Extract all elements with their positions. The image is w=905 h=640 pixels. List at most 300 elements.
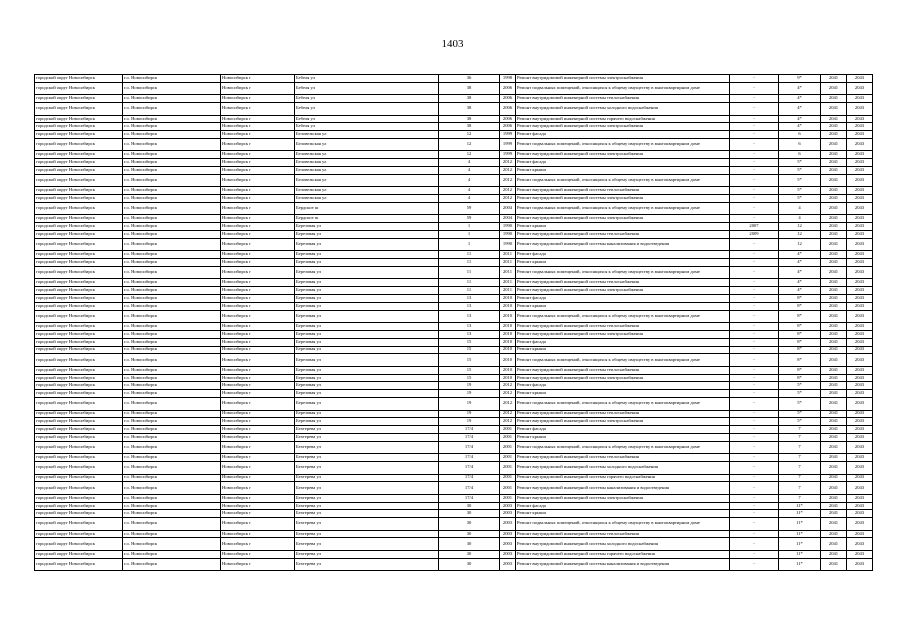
table-cell: Беловежская ул [295, 187, 439, 195]
table-cell: г.о. Новосибирск [123, 410, 221, 418]
table-row [35, 123, 873, 131]
table-cell: 2043 [847, 103, 873, 116]
table-cell: 7 [779, 474, 821, 482]
table-cell: - [730, 454, 779, 462]
table-cell: Бехтерева ул [295, 433, 439, 441]
table-cell: 2003 [500, 530, 516, 538]
table-cell: г.о. Новосибирск [123, 538, 221, 551]
table-cell: 4* [779, 123, 821, 131]
table-cell: 2001 [500, 494, 516, 502]
table-cell: 8* [779, 323, 821, 331]
table-cell: Ремонт внутридомовой инженерной системы электроснабжения [516, 195, 730, 203]
table-cell: городской округ Новосибирск [35, 558, 123, 571]
table-cell: 38 [439, 123, 500, 131]
table-cell: г.о. Новосибирск [123, 115, 221, 123]
table-cell: Ремонт внутридомовой инженерной системы канализования и водоотведения [516, 558, 730, 571]
table-cell: 11 [439, 279, 500, 287]
table-cell: 2043 [847, 502, 873, 510]
table-cell: 2041 [821, 310, 847, 323]
table-cell: 4* [779, 82, 821, 95]
table-cell: 11* [779, 518, 821, 531]
table-cell: 2003 [500, 510, 516, 518]
table-cell: Бехтерева ул [295, 530, 439, 538]
table-cell: 15 [439, 354, 500, 367]
table-cell: 7 [779, 482, 821, 495]
table-row [35, 330, 873, 338]
table-cell: - [730, 174, 779, 187]
table-cell: городской округ Новосибирск [35, 238, 123, 251]
table-cell: городской округ Новосибирск [35, 115, 123, 123]
table-cell: Новосибирск г [221, 494, 295, 502]
table-cell: Ремонт внутридомовой инженерной системы электроснабжения [516, 215, 730, 223]
table-row [35, 382, 873, 390]
table-cell: 2041 [821, 159, 847, 167]
table-row [35, 266, 873, 279]
table-row [35, 426, 873, 434]
table-cell: 12 [439, 138, 500, 151]
table-cell: 59 [439, 202, 500, 215]
table-cell: 2010 [500, 374, 516, 382]
table-cell: городской округ Новосибирск [35, 123, 123, 131]
table-cell: городской округ Новосибирск [35, 441, 123, 454]
table-cell: Бехтерева ул [295, 441, 439, 454]
table-cell: 2043 [847, 75, 873, 83]
table-cell: Новосибирск г [221, 259, 295, 267]
table-cell: г.о. Новосибирск [123, 103, 221, 116]
table-row [35, 462, 873, 475]
table-cell: г.о. Новосибирск [123, 251, 221, 259]
table-cell: - [730, 346, 779, 354]
table-cell: Ремонт внутридомовой инженерной системы теплоснабжения [516, 95, 730, 103]
table-cell: городской округ Новосибирск [35, 174, 123, 187]
table-cell: городской округ Новосибирск [35, 323, 123, 331]
table-cell: 15 [439, 346, 500, 354]
table-cell: - [730, 103, 779, 116]
table-cell: 19 [439, 410, 500, 418]
table-cell: 2041 [821, 354, 847, 367]
table-cell: Новосибирск г [221, 266, 295, 279]
table-cell: Новосибирск г [221, 323, 295, 331]
table-cell: г.о. Новосибирск [123, 266, 221, 279]
table-cell: Новосибирск г [221, 115, 295, 123]
table-cell: 2041 [821, 502, 847, 510]
table-cell: городской округ Новосибирск [35, 95, 123, 103]
table-cell: - [730, 287, 779, 295]
table-cell: 2041 [821, 454, 847, 462]
table-cell: Ремонт фасада [516, 426, 730, 434]
table-cell: 7 [779, 454, 821, 462]
table-cell: Новосибирск г [221, 346, 295, 354]
table-cell: 12 [779, 231, 821, 239]
table-cell: 2011 [500, 266, 516, 279]
table-cell: 2041 [821, 474, 847, 482]
table-cell: Ремонт крыши [516, 346, 730, 354]
table-cell: Ремонт подвальных помещений, относящихся к общему имуществу в многоквартирном доме [516, 174, 730, 187]
table-cell: 4* [779, 259, 821, 267]
table-cell: Новосибирск г [221, 410, 295, 418]
table-cell: 2041 [821, 95, 847, 103]
table-cell: г.о. Новосибирск [123, 474, 221, 482]
table-cell: 2043 [847, 223, 873, 231]
table-cell: 1 [439, 238, 500, 251]
table-cell: 2041 [821, 115, 847, 123]
table-cell: 2041 [821, 82, 847, 95]
table-cell: Ремонт фасада [516, 131, 730, 139]
table-cell: г.о. Новосибирск [123, 231, 221, 239]
table-cell: 2011 [500, 251, 516, 259]
table-cell: городской округ Новосибирск [35, 159, 123, 167]
table-cell: 2043 [847, 287, 873, 295]
table-cell: г.о. Новосибирск [123, 426, 221, 434]
table-row [35, 95, 873, 103]
table-cell: г.о. Новосибирск [123, 95, 221, 103]
table-cell: Новосибирск г [221, 518, 295, 531]
table-cell: Новосибирск г [221, 302, 295, 310]
table-row [35, 558, 873, 571]
table-cell: Бехтерева ул [295, 494, 439, 502]
table-cell: Ремонт внутридомовой инженерной системы теплоснабжения [516, 410, 730, 418]
table-cell: 2004 [500, 215, 516, 223]
table-cell: 2010 [500, 323, 516, 331]
table-cell: - [730, 382, 779, 390]
table-cell: 2043 [847, 151, 873, 159]
table-cell: 2041 [821, 287, 847, 295]
table-cell: 19 [439, 382, 500, 390]
table-cell: 2041 [821, 338, 847, 346]
table-cell: Березовая ул [295, 310, 439, 323]
table-cell: 1998 [500, 75, 516, 83]
table-cell: - [730, 398, 779, 411]
table-cell: 2043 [847, 215, 873, 223]
table-cell: - [730, 323, 779, 331]
table-cell: 11 [439, 251, 500, 259]
table-cell: г.о. Новосибирск [123, 302, 221, 310]
table-cell: 2043 [847, 295, 873, 303]
table-cell: Новосибирск г [221, 215, 295, 223]
table-cell: 2041 [821, 231, 847, 239]
table-cell: 36 [439, 75, 500, 83]
table-cell: Ремонт внутридомовой инженерной системы горячего водоснабжения [516, 550, 730, 558]
table-cell: 2006 [500, 95, 516, 103]
table-cell: 2003 [500, 558, 516, 571]
table-cell: городской округ Новосибирск [35, 398, 123, 411]
table-cell: Ремонт внутридомовой инженерной системы теплоснабжения [516, 366, 730, 374]
table-cell: г.о. Новосибирск [123, 398, 221, 411]
table-cell: городской округ Новосибирск [35, 538, 123, 551]
table-cell: городской округ Новосибирск [35, 251, 123, 259]
table-cell: 7 [779, 433, 821, 441]
table-cell: - [730, 390, 779, 398]
table-cell: г.о. Новосибирск [123, 174, 221, 187]
table-row [35, 287, 873, 295]
table-cell: 2043 [847, 279, 873, 287]
table-cell: Новосибирск г [221, 174, 295, 187]
table-cell: 2001 [500, 441, 516, 454]
table-cell: г.о. Новосибирск [123, 433, 221, 441]
table-cell: 2001 [500, 474, 516, 482]
table-cell: городской округ Новосибирск [35, 310, 123, 323]
table-row [35, 550, 873, 558]
table-cell: 2043 [847, 174, 873, 187]
table-cell: 2043 [847, 530, 873, 538]
table-cell: 2003 [500, 518, 516, 531]
table-cell: г.о. Новосибирск [123, 374, 221, 382]
table-cell: Ремонт внутридомовой инженерной системы электроснабжения [516, 123, 730, 131]
table-cell: Бебеля ул [295, 75, 439, 83]
table-cell: Бехтерева ул [295, 482, 439, 495]
table-cell: 38 [439, 95, 500, 103]
table-cell: - [730, 167, 779, 175]
table-row [35, 354, 873, 367]
table-cell: 5* [779, 167, 821, 175]
table-cell: Ремонт фасада [516, 338, 730, 346]
table-cell: 7 [779, 441, 821, 454]
table-cell: - [730, 374, 779, 382]
table-cell: городской округ Новосибирск [35, 474, 123, 482]
table-cell: г.о. Новосибирск [123, 462, 221, 475]
table-cell: 2043 [847, 251, 873, 259]
table-cell: - [730, 474, 779, 482]
table-cell: городской округ Новосибирск [35, 187, 123, 195]
table-cell: 30 [439, 502, 500, 510]
table-cell: 1990 [500, 238, 516, 251]
table-cell: 2041 [821, 530, 847, 538]
table-cell: 4 [779, 215, 821, 223]
table-cell: Ремонт внутридомовой инженерной системы горячего водоснабжения [516, 474, 730, 482]
table-cell: - [730, 426, 779, 434]
table-cell: 1 [439, 231, 500, 239]
table-cell: Новосибирск г [221, 398, 295, 411]
table-cell: 30 [439, 538, 500, 551]
table-cell: Новосибирск г [221, 223, 295, 231]
table-cell: г.о. Новосибирск [123, 123, 221, 131]
table-cell: Березовая ул [295, 382, 439, 390]
table-cell: г.о. Новосибирск [123, 354, 221, 367]
table-cell: Бехтерева ул [295, 538, 439, 551]
table-cell: Ремонт внутридомовой инженерной системы теплоснабжения [516, 530, 730, 538]
table-cell: г.о. Новосибирск [123, 279, 221, 287]
table-cell: - [730, 279, 779, 287]
table-cell: городской округ Новосибирск [35, 138, 123, 151]
table-cell: Бехтерева ул [295, 426, 439, 434]
table-row [35, 518, 873, 531]
table-cell: 2043 [847, 494, 873, 502]
table-cell: Бердское ш [295, 215, 439, 223]
table-cell: 11* [779, 502, 821, 510]
table-cell: 2010 [500, 346, 516, 354]
table-cell: 1999 [500, 138, 516, 151]
table-cell: 2041 [821, 518, 847, 531]
table-cell: 2041 [821, 195, 847, 203]
table-cell: Бехтерева ул [295, 518, 439, 531]
table-cell: 2010 [500, 302, 516, 310]
table-cell: 4* [779, 115, 821, 123]
table-cell: 2041 [821, 390, 847, 398]
table-cell: Березовая ул [295, 266, 439, 279]
table-cell: городской округ Новосибирск [35, 338, 123, 346]
table-cell: - [730, 510, 779, 518]
table-row [35, 295, 873, 303]
table-cell: Березовая ул [295, 259, 439, 267]
table-cell: 17/4 [439, 462, 500, 475]
table-cell: Бебеля ул [295, 115, 439, 123]
table-cell: Ремонт подвальных помещений, относящихся к общему имуществу в многоквартирном доме [516, 82, 730, 95]
table-cell: Беловежская ул [295, 195, 439, 203]
table-cell: г.о. Новосибирск [123, 338, 221, 346]
table-cell: 2043 [847, 82, 873, 95]
table-cell: Ремонт внутридомовой инженерной системы теплоснабжения [516, 454, 730, 462]
table-cell: 2041 [821, 138, 847, 151]
table-cell: 13 [439, 323, 500, 331]
table-cell: 17/4 [439, 433, 500, 441]
table-cell: Новосибирск г [221, 441, 295, 454]
table-cell: Ремонт подвальных помещений, относящихся к общему имуществу в многоквартирном доме [516, 398, 730, 411]
table-cell: Ремонт подвальных помещений, относящихся к общему имуществу в многоквартирном доме [516, 202, 730, 215]
table-cell: 2010 [500, 295, 516, 303]
table-cell: Ремонт внутридомовой инженерной системы горячего водоснабжения [516, 115, 730, 123]
table-cell: г.о. Новосибирск [123, 323, 221, 331]
table-cell: 30 [439, 518, 500, 531]
table-cell: 2012 [500, 382, 516, 390]
table-cell: 12 [439, 151, 500, 159]
table-cell: 11* [779, 538, 821, 551]
table-cell: 2043 [847, 202, 873, 215]
table-cell: - [730, 75, 779, 83]
table-cell: - [730, 366, 779, 374]
table-cell: г.о. Новосибирск [123, 295, 221, 303]
table-cell: 2043 [847, 538, 873, 551]
table-cell: 2043 [847, 187, 873, 195]
table-cell: Новосибирск г [221, 131, 295, 139]
table-cell: городской округ Новосибирск [35, 374, 123, 382]
table-cell: Новосибирск г [221, 338, 295, 346]
table-cell: Новосибирск г [221, 330, 295, 338]
table-cell: г.о. Новосибирск [123, 510, 221, 518]
table-cell: городской округ Новосибирск [35, 151, 123, 159]
table-cell: Новосибирск г [221, 390, 295, 398]
table-cell: 8* [779, 366, 821, 374]
table-cell: 2011 [500, 259, 516, 267]
table-cell: 7 [779, 494, 821, 502]
table-cell: - [730, 441, 779, 454]
table-cell: 15 [439, 366, 500, 374]
table-cell: 2043 [847, 382, 873, 390]
table-cell: - [730, 138, 779, 151]
table-cell: Ремонт крыши [516, 167, 730, 175]
table-cell: городской округ Новосибирск [35, 494, 123, 502]
table-cell: 6 [779, 138, 821, 151]
table-cell: Березовая ул [295, 251, 439, 259]
table-cell: городской округ Новосибирск [35, 287, 123, 295]
table-cell: Березовая ул [295, 338, 439, 346]
table-cell: 8* [779, 374, 821, 382]
table-cell: 2041 [821, 346, 847, 354]
table-cell: городской округ Новосибирск [35, 550, 123, 558]
table-cell: 2041 [821, 433, 847, 441]
table-row [35, 323, 873, 331]
table-cell: 2043 [847, 374, 873, 382]
table-cell: Бехтерева ул [295, 454, 439, 462]
table-cell: 2043 [847, 482, 873, 495]
table-cell: 2004 [500, 202, 516, 215]
table-cell: Ремонт внутридомовой инженерной системы электроснабжения [516, 287, 730, 295]
table-cell: - [730, 433, 779, 441]
table-cell: 17/4 [439, 494, 500, 502]
table-cell: 2041 [821, 279, 847, 287]
table-cell: Березовая ул [295, 231, 439, 239]
table-cell: 11* [779, 530, 821, 538]
table-cell: Березовая ул [295, 410, 439, 418]
table-cell: Новосибирск г [221, 374, 295, 382]
table-cell: 4* [779, 103, 821, 116]
table-cell: 38 [439, 82, 500, 95]
table-cell: 15 [439, 374, 500, 382]
table-cell: - [730, 494, 779, 502]
table-row [35, 82, 873, 95]
table-cell: городской округ Новосибирск [35, 502, 123, 510]
table-cell: 2041 [821, 167, 847, 175]
table-cell: - [730, 159, 779, 167]
table-cell: Новосибирск г [221, 279, 295, 287]
table-cell: 8* [779, 302, 821, 310]
table-cell: 4 [439, 195, 500, 203]
table-cell: - [730, 502, 779, 510]
table-cell: Новосибирск г [221, 462, 295, 475]
table-cell: 2043 [847, 302, 873, 310]
table-row [35, 374, 873, 382]
table-cell: городской округ Новосибирск [35, 390, 123, 398]
table-cell: Березовая ул [295, 223, 439, 231]
table-cell: 2043 [847, 354, 873, 367]
table-cell: г.о. Новосибирск [123, 223, 221, 231]
table-cell: Беловежская ул [295, 174, 439, 187]
table-cell: г.о. Новосибирск [123, 558, 221, 571]
table-cell: 4* [779, 287, 821, 295]
table-cell: городской округ Новосибирск [35, 231, 123, 239]
table-row [35, 159, 873, 167]
table-row [35, 410, 873, 418]
table-cell: г.о. Новосибирск [123, 366, 221, 374]
table-row [35, 231, 873, 239]
table-cell: Бебеля ул [295, 103, 439, 116]
table-cell: Ремонт внутридомовой инженерной системы холодного водоснабжения [516, 538, 730, 551]
table-cell: 2043 [847, 398, 873, 411]
table-cell: 12 [439, 131, 500, 139]
table-cell: 2043 [847, 95, 873, 103]
table-cell: Ремонт крыши [516, 390, 730, 398]
table-cell: Новосибирск г [221, 382, 295, 390]
table-cell: г.о. Новосибирск [123, 418, 221, 426]
table-cell: 2041 [821, 398, 847, 411]
table-cell: - [730, 195, 779, 203]
table-cell: 30 [439, 558, 500, 571]
table-cell: 2043 [847, 454, 873, 462]
table-row [35, 251, 873, 259]
table-cell: 2041 [821, 223, 847, 231]
table-cell: 2041 [821, 75, 847, 83]
table-row [35, 131, 873, 139]
table-cell: 11 [439, 266, 500, 279]
table-cell: 2043 [847, 123, 873, 131]
table-row [35, 310, 873, 323]
table-cell: г.о. Новосибирск [123, 167, 221, 175]
table-cell: городской округ Новосибирск [35, 382, 123, 390]
table-cell: 4* [779, 95, 821, 103]
table-cell: 2012 [500, 167, 516, 175]
table-cell: Бехтерева ул [295, 474, 439, 482]
table-cell: городской округ Новосибирск [35, 223, 123, 231]
table-cell: г.о. Новосибирск [123, 482, 221, 495]
